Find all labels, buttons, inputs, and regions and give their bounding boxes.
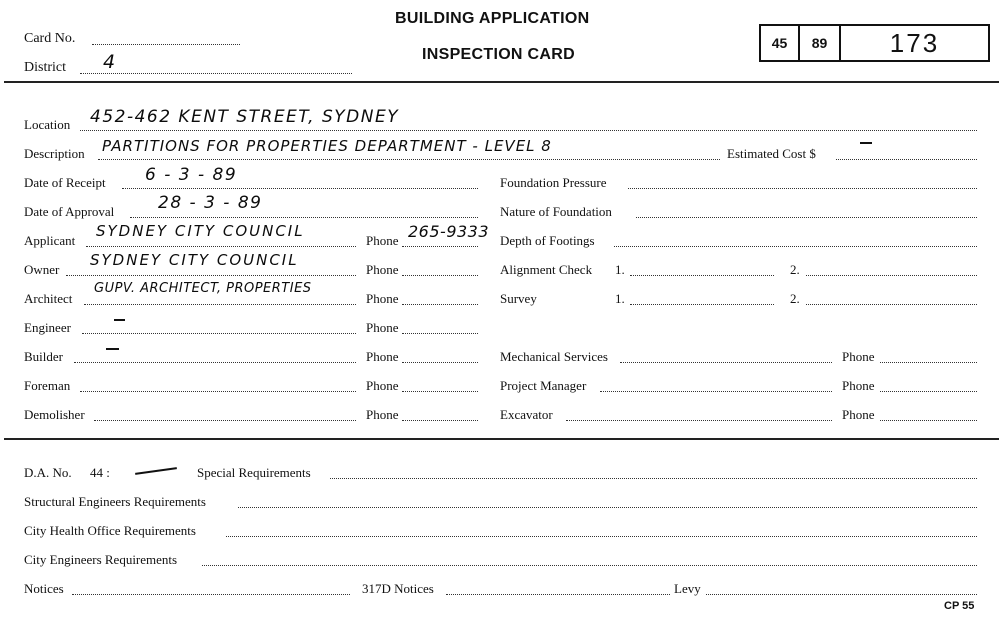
city-health-label: City Health Office Requirements <box>24 523 196 538</box>
applicant-value: SYDNEY CITY COUNCIL <box>96 222 305 240</box>
da-no-value: 44 : <box>90 465 110 480</box>
city-engineers-label: City Engineers Requirements <box>24 552 178 567</box>
owner-label: Owner <box>24 262 60 277</box>
location-label: Location <box>24 117 71 132</box>
estimated-cost-dash <box>860 142 872 144</box>
owner-value: SYDNEY CITY COUNCIL <box>90 251 299 269</box>
form-code: CP 55 <box>944 600 975 612</box>
demolisher-phone-label: Phone <box>366 407 399 422</box>
card-box-b: 89 <box>798 24 841 62</box>
notices-317d-label: 317D Notices <box>362 581 434 596</box>
excavator-label: Excavator <box>500 407 553 422</box>
structural-engineers-field[interactable] <box>238 507 977 508</box>
card-no-label: Card No. <box>24 31 76 46</box>
location-value: 452-462 KENT STREET, SYDNEY <box>90 107 400 127</box>
date-approval-value: 28 - 3 - 89 <box>158 193 263 213</box>
date-approval-field[interactable] <box>130 217 478 218</box>
foundation-pressure-field[interactable] <box>628 188 977 189</box>
demolisher-phone-field[interactable] <box>402 420 478 421</box>
levy-label: Levy <box>674 581 701 596</box>
da-no-stroke <box>135 467 177 475</box>
district-label: District <box>24 60 66 75</box>
alignment-check-field-2[interactable] <box>806 275 977 276</box>
card-box-number: 173 <box>839 24 990 62</box>
depth-footings-label: Depth of Footings <box>500 233 595 248</box>
foreman-phone-label: Phone <box>366 378 399 393</box>
engineer-phone-field[interactable] <box>402 333 478 334</box>
architect-phone-field[interactable] <box>402 304 478 305</box>
engineer-phone-label: Phone <box>366 320 399 335</box>
date-receipt-field[interactable] <box>122 188 478 189</box>
description-field[interactable] <box>98 159 720 160</box>
demolisher-label: Demolisher <box>24 407 85 422</box>
project-manager-phone-field[interactable] <box>880 391 977 392</box>
applicant-phone-label: Phone <box>366 233 399 248</box>
alignment-check-field-1[interactable] <box>630 275 774 276</box>
depth-footings-field[interactable] <box>614 246 977 247</box>
builder-phone-field[interactable] <box>402 362 478 363</box>
architect-label: Architect <box>24 291 73 306</box>
excavator-field[interactable] <box>566 420 832 421</box>
project-manager-field[interactable] <box>600 391 832 392</box>
description-value: PARTITIONS FOR PROPERTIES DEPARTMENT - LEVEL 8 <box>102 137 552 155</box>
demolisher-field[interactable] <box>94 420 356 421</box>
architect-value: GUPV. ARCHITECT, PROPERTIES <box>94 281 312 296</box>
date-receipt-label: Date of Receipt <box>24 175 106 190</box>
owner-phone-label: Phone <box>366 262 399 277</box>
applicant-phone-field[interactable] <box>402 246 478 247</box>
applicant-label: Applicant <box>24 233 76 248</box>
foreman-phone-field[interactable] <box>402 391 478 392</box>
applicant-phone-value: 265-9333 <box>408 222 490 241</box>
estimated-cost-label: Estimated Cost $ <box>727 146 816 161</box>
project-manager-label: Project Manager <box>500 378 587 393</box>
applicant-field[interactable] <box>86 246 356 247</box>
mechanical-phone-field[interactable] <box>880 362 977 363</box>
engineer-label: Engineer <box>24 320 71 335</box>
alignment-check-num2: 2. <box>790 262 800 277</box>
levy-field[interactable] <box>706 594 977 595</box>
builder-field[interactable] <box>74 362 356 363</box>
builder-phone-label: Phone <box>366 349 399 364</box>
excavator-phone-field[interactable] <box>880 420 977 421</box>
notices-label: Notices <box>24 581 64 596</box>
excavator-phone-label: Phone <box>842 407 875 422</box>
alignment-check-label: Alignment Check <box>500 262 593 277</box>
header-rule <box>4 81 999 83</box>
special-requirements-field[interactable] <box>330 478 977 479</box>
nature-foundation-label: Nature of Foundation <box>500 204 612 219</box>
owner-field[interactable] <box>66 275 356 276</box>
description-label: Description <box>24 146 85 161</box>
survey-num1: 1. <box>615 291 625 306</box>
builder-dash <box>106 348 119 350</box>
location-field[interactable] <box>80 130 977 131</box>
city-engineers-field[interactable] <box>202 565 977 566</box>
form-title-line1: BUILDING APPLICATION <box>395 10 590 27</box>
survey-field-2[interactable] <box>806 304 977 305</box>
estimated-cost-field[interactable] <box>836 159 977 160</box>
da-no-label: D.A. No. <box>24 465 72 480</box>
card-box-a: 45 <box>759 24 800 62</box>
architect-phone-label: Phone <box>366 291 399 306</box>
mechanical-field[interactable] <box>620 362 832 363</box>
card-no-field[interactable] <box>92 44 240 45</box>
district-value: 4 <box>103 51 117 73</box>
notices-317d-field[interactable] <box>446 594 670 595</box>
structural-engineers-label: Structural Engineers Requirements <box>24 494 206 509</box>
mechanical-phone-label: Phone <box>842 349 875 364</box>
nature-foundation-field[interactable] <box>636 217 977 218</box>
survey-field-1[interactable] <box>630 304 774 305</box>
foreman-label: Foreman <box>24 378 71 393</box>
engineer-field[interactable] <box>82 333 356 334</box>
form-title-line2: INSPECTION CARD <box>422 46 575 63</box>
project-manager-phone-label: Phone <box>842 378 875 393</box>
mechanical-label: Mechanical Services <box>500 349 608 364</box>
builder-label: Builder <box>24 349 63 364</box>
section-rule <box>4 438 999 440</box>
engineer-dash <box>114 319 125 321</box>
survey-num2: 2. <box>790 291 800 306</box>
notices-field[interactable] <box>72 594 350 595</box>
survey-label: Survey <box>500 291 537 306</box>
alignment-check-num1: 1. <box>615 262 625 277</box>
special-requirements-label: Special Requirements <box>197 465 311 480</box>
district-field[interactable] <box>80 73 352 74</box>
owner-phone-field[interactable] <box>402 275 478 276</box>
date-receipt-value: 6 - 3 - 89 <box>145 165 238 185</box>
city-health-field[interactable] <box>226 536 977 537</box>
architect-field[interactable] <box>84 304 356 305</box>
foreman-field[interactable] <box>80 391 356 392</box>
date-approval-label: Date of Approval <box>24 204 115 219</box>
foundation-pressure-label: Foundation Pressure <box>500 175 607 190</box>
